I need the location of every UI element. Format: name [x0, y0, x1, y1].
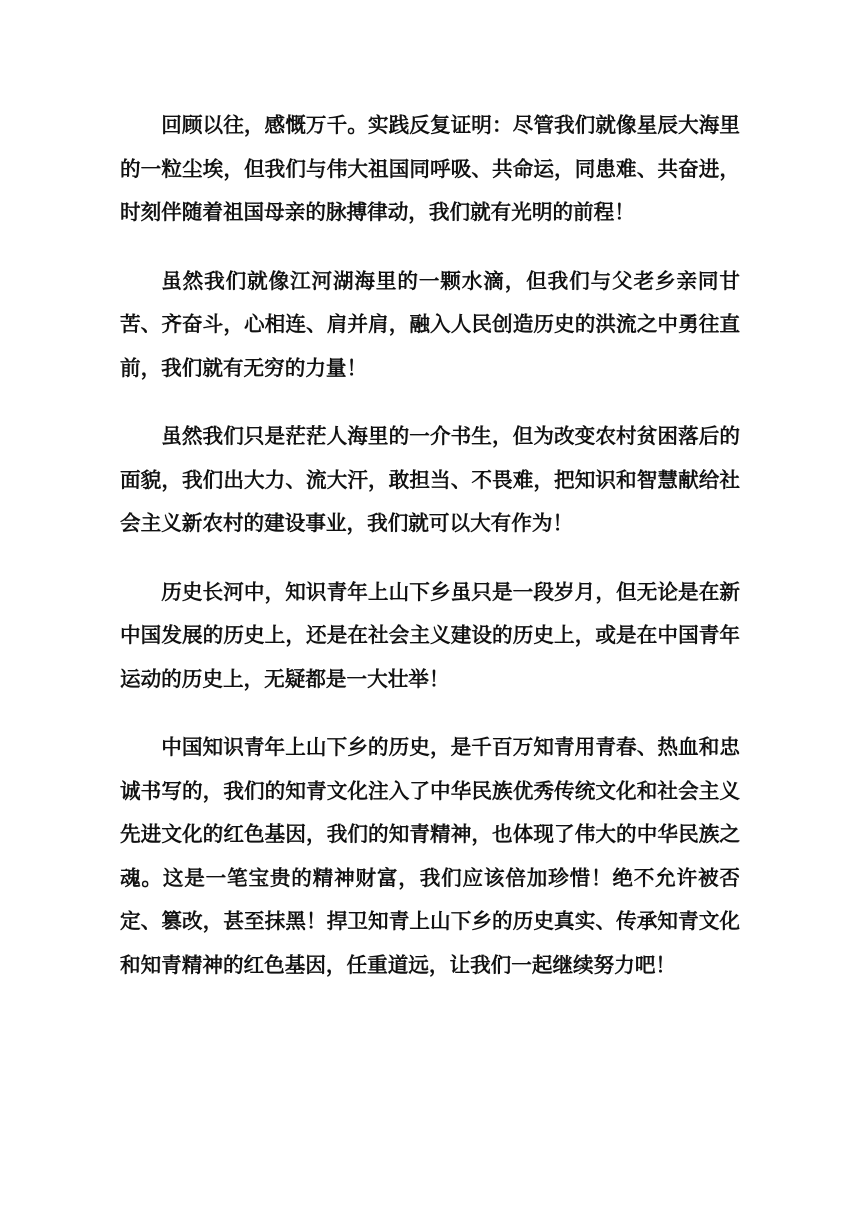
- paragraph-5: 中国知识青年上山下乡的历史，是千百万知青用青春、热血和忠诚书写的，我们的知青文化注入了中华民族优秀传统文化和社会主义先进文化的红色基因，我们的知青精神，也体现了伟大的中华民族之魂。这是一笔宝贵的精神财富，我们应该倍加珍惜！绝不允许被否定、篡改，甚至抹黑！捍卫知青上山下乡的历史真实、传承知青文化和知青精神的红色基因，任重道远，让我们一起继续努力吧！: [120, 735, 740, 977]
- paragraph-2: 虽然我们就像江河湖海里的一颗水滴，但我们与父老乡亲同甘苦、齐奋斗，心相连、肩并肩，融入人民创造历史的洪流之中勇往直前，我们就有无穷的力量！: [120, 268, 740, 380]
- document-body: [120, 104, 740, 1012]
- paragraph-4: 历史长河中，知识青年上山下乡虽只是一段岁月，但无论是在新中国发展的历史上，还是在社会主义建设的历史上，或是在中国青年运动的历史上，无疑都是一大壮举！: [120, 579, 740, 691]
- paragraph-1: 回顾以往，感慨万千。实践反复证明：尽管我们就像星辰大海里的一粒尘埃，但我们与伟大祖国同呼吸、共命运，同患难、共奋进，时刻伴随着祖国母亲的脉搏律动，我们就有光明的前程！: [120, 113, 740, 224]
- paragraph-3: 虽然我们只是茫茫人海里的一介书生，但为改变农村贫困落后的面貌，我们出大力、流大汗，敢担当、不畏难，把知识和智慧献给社会主义新农村的建设事业，我们就可以大有作为！: [120, 424, 740, 535]
